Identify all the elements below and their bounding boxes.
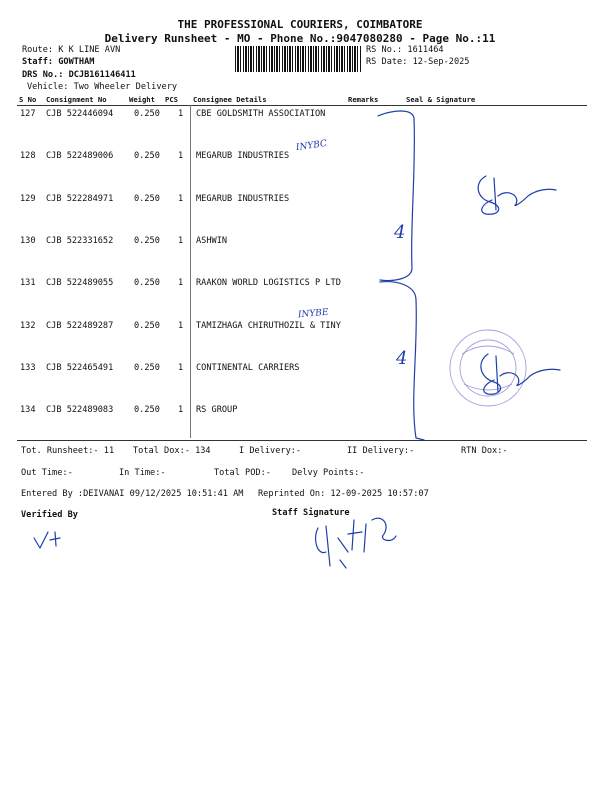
- row-weight: 0.250: [134, 278, 160, 289]
- company-title: THE PROFESSIONAL COURIERS, COIMBATORE: [177, 18, 423, 31]
- handwritten-mark-b: 4: [396, 348, 408, 369]
- col-consignment: Consignment No: [46, 95, 107, 104]
- row-sno: 127: [20, 109, 36, 119]
- row-pcs: 1: [178, 151, 184, 162]
- runsheet-subtitle: Delivery Runsheet - MO - Phone No.:9047080280 - Page No.:11: [104, 32, 496, 45]
- verified-initials: [34, 532, 60, 548]
- col-sno: S No: [19, 95, 37, 104]
- row-weight: 0.250: [134, 405, 160, 416]
- vehicle-label: Vehicle: Two Wheeler Delivery: [27, 82, 178, 92]
- row-sno: 133: [20, 362, 36, 373]
- row-consignment-no: CJB 522489287: [46, 320, 114, 331]
- row-consignee: CBE GOLDSMITH ASSOCIATION: [196, 109, 326, 119]
- row-pcs: 1: [178, 278, 184, 289]
- row-weight: 0.250: [134, 235, 160, 246]
- out-time: Out Time:-: [21, 468, 73, 478]
- row-weight: 0.250: [134, 151, 160, 162]
- staff-label: Staff: GOWTHAM: [22, 57, 95, 67]
- row-consignment-no: CJB 522489083: [46, 405, 114, 416]
- route-label: Route: K K LINE AVN: [22, 45, 121, 55]
- row-consignment-no: CJB 522446094: [46, 109, 114, 119]
- staff-signature-mark: [316, 518, 396, 568]
- rtn-dox: RTN Dox:-: [461, 446, 508, 456]
- row-consignee: CONTINENTAL CARRIERS: [196, 362, 300, 373]
- row-sno: 128: [20, 151, 36, 162]
- row-sno: 129: [20, 193, 36, 204]
- col-remarks: Remarks: [348, 95, 379, 104]
- delvy-points: Delvy Points:-: [292, 468, 365, 478]
- row-pcs: 1: [178, 405, 184, 416]
- row-consignee: MEGARUB INDUSTRIES: [196, 193, 290, 204]
- handwritten-mark-a: 4: [394, 222, 406, 243]
- row-pcs: 1: [178, 109, 184, 119]
- row-pcs: 1: [178, 235, 184, 246]
- drs-label: DRS No.: DCJB161146411: [22, 70, 136, 80]
- row-consignee: TAMIZHAGA CHIRUTHOZIL & TINY: [196, 320, 341, 331]
- reprinted-on: Reprinted On: 12-09-2025 10:57:07: [258, 489, 429, 499]
- signature-row-129: [478, 176, 556, 214]
- ii-delivery: II Delivery:-: [347, 446, 415, 456]
- in-time: In Time:-: [119, 468, 166, 478]
- row-pcs: 1: [178, 362, 184, 373]
- row-consignment-no: CJB 522331652: [46, 235, 114, 246]
- row-consignment-no: CJB 522465491: [46, 362, 114, 373]
- entered-by: Entered By :DEIVANAI 09/12/2025 10:51:41 AM: [21, 489, 244, 499]
- row-sno: 134: [20, 405, 36, 416]
- bracket-top: [378, 111, 414, 281]
- row-weight: 0.250: [134, 320, 160, 331]
- row-pcs: 1: [178, 193, 184, 204]
- row-consignee: ASHWIN: [196, 235, 228, 246]
- bracket-bottom: [380, 282, 424, 440]
- row-weight: 0.250: [134, 109, 160, 119]
- col-consignee: Consignee Details: [193, 95, 267, 104]
- tot-runsheet: Tot. Runsheet:- 11: [21, 446, 115, 456]
- row-sno: 131: [20, 278, 36, 289]
- row-weight: 0.250: [134, 193, 160, 204]
- row-consignment-no: CJB 522284971: [46, 193, 114, 204]
- handwritten-note-128: INYBC: [295, 138, 328, 154]
- total-dox: Total Dox:- 134: [133, 446, 211, 456]
- handwritten-note-132: INYBE: [297, 307, 329, 321]
- row-sno: 130: [20, 235, 36, 246]
- rs-date: RS Date: 12-Sep-2025: [366, 57, 470, 67]
- staff-signature-label: Staff Signature: [272, 508, 350, 518]
- row-weight: 0.250: [134, 362, 160, 373]
- row-consignee: RAAKON WORLD LOGISTICS P LTD: [196, 278, 341, 289]
- row-consignment-no: CJB 522489055: [46, 278, 114, 289]
- col-weight: Weight: [129, 95, 155, 104]
- rs-number: RS No.: 1611464: [366, 45, 444, 55]
- row-consignee: RS GROUP: [196, 405, 238, 416]
- row-consignee: MEGARUB INDUSTRIES: [196, 151, 290, 162]
- row-pcs: 1: [178, 320, 184, 331]
- total-pod: Total POD:-: [214, 468, 271, 478]
- i-delivery: I Delivery:-: [239, 446, 302, 456]
- row-consignment-no: CJB 522489006: [46, 151, 114, 162]
- row-sno: 132: [20, 320, 36, 331]
- col-pcs: PCS: [165, 95, 178, 104]
- verified-by: Verified By: [21, 510, 78, 520]
- col-seal-signature: Seal & Signature: [406, 95, 476, 104]
